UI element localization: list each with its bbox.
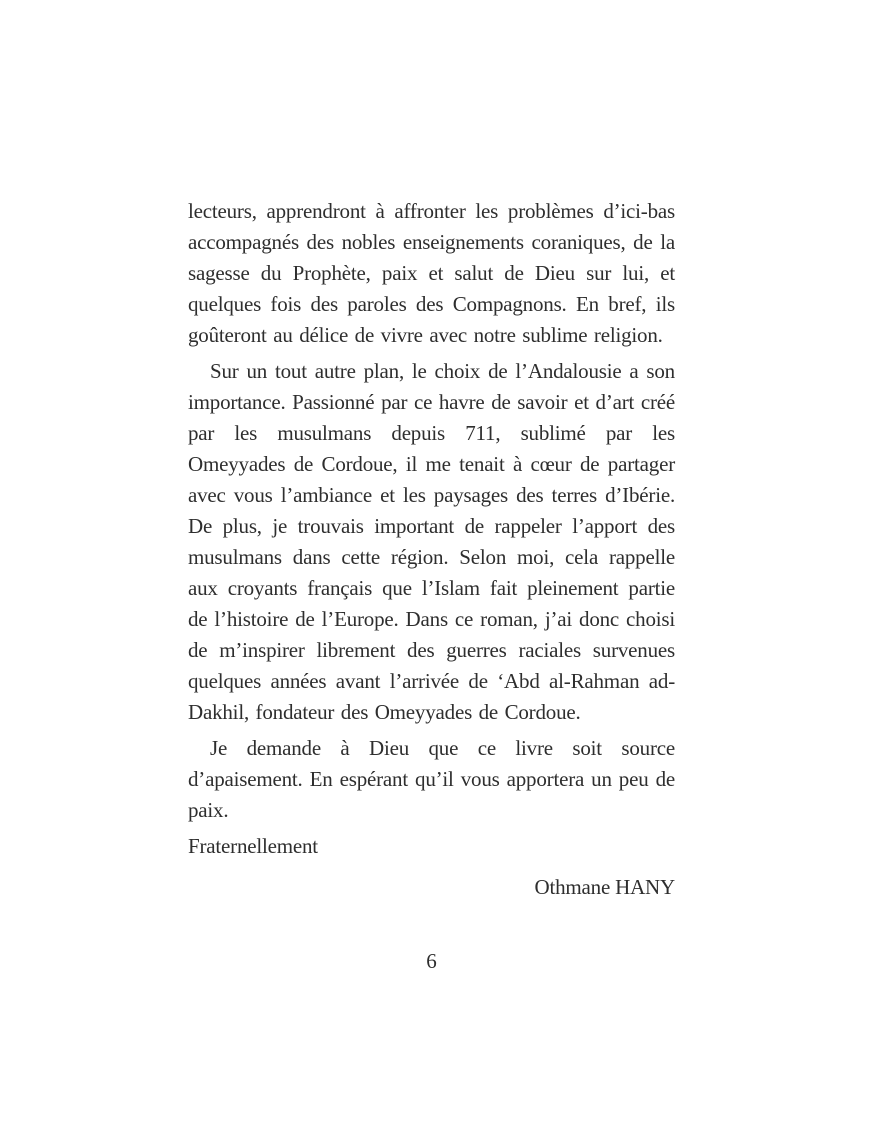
- page-text-block: [188, 196, 675, 903]
- page-number: 6: [426, 949, 437, 973]
- body-paragraph-1: lecteurs, apprendront à affronter les problèmes d’ici-bas accompagnés des nobles enseignements coraniques, de la sagesse du Prophète, paix et salut de Dieu sur lui, et quelques fois des paroles des Compagnons. En bref, ils goûteront au délice de vivre avec notre sublime religion.: [188, 199, 675, 347]
- body-paragraph-2: Sur un tout autre plan, le choix de l’Andalousie a son importance. Passionné par ce havre de savoir et d’art créé par les musulmans depuis 711, sublimé par les Omeyyades de Cordoue, il me tenait à cœur de partager avec vous l’ambiance et les paysages des terres d’Ibérie. De plus, je trouvais important de rappeler l’apport des musulmans dans cette région. Selon moi, cela rappelle aux croyants français que l’Islam fait pleinement partie de l’histoire de l’Europe. Dans ce roman, j’ai donc choisi de m’inspirer librement des guerres raciales survenues quelques années avant l’arrivée de ‘Abd al-Rahman ad-Dakhil, fondateur des Omeyyades de Cordoue.: [188, 359, 675, 724]
- closing-word: Fraternellement: [188, 834, 318, 858]
- body-paragraph-3: Je demande à Dieu que ce livre soit source d’apaisement. En espérant qu’il vous apportera un peu de paix.: [188, 736, 675, 822]
- author-signature: Othmane HANY: [534, 875, 675, 899]
